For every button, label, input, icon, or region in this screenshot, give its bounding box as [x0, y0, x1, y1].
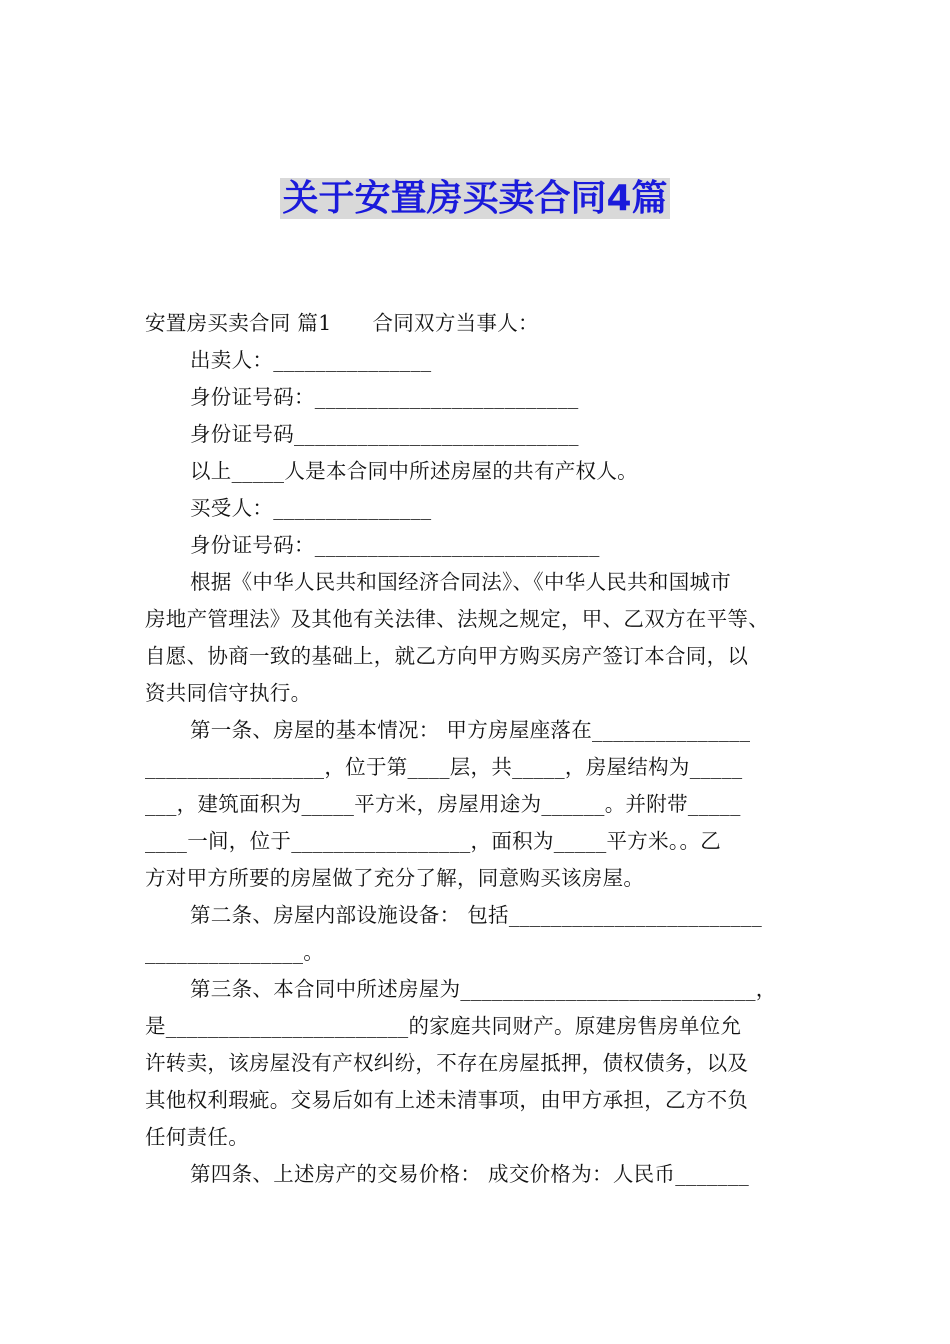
document-line: 第一条、房屋的基本情况： 甲方房屋座落在_______________	[190, 718, 751, 742]
document-line: 身份证号码___________________________	[190, 422, 579, 446]
document-line: 买受人：_______________	[190, 496, 432, 520]
document-line: ____一间，位于_________________，面积为_____平方米。。乙	[145, 829, 722, 853]
document-line: 第四条、上述房产的交易价格： 成交价格为：人民币_______	[190, 1162, 750, 1186]
document-line: _______________。	[145, 940, 325, 964]
document-body	[145, 305, 810, 1193]
document-line: 以上_____人是本合同中所述房屋的共有产权人。	[190, 459, 638, 483]
document-title	[0, 176, 950, 222]
document-line: 其他权利瑕疵。交易后如有上述未清事项，由甲方承担，乙方不负	[145, 1088, 749, 1112]
document-line: 身份证号码：___________________________	[190, 533, 600, 557]
document-line: 资共同信守执行。	[145, 681, 312, 705]
document-line: 任何责任。	[145, 1125, 249, 1149]
document-line: 是_______________________的家庭共同财产。原建房售房单位允	[145, 1014, 742, 1038]
document-line: 安置房买卖合同 篇1 合同双方当事人：	[145, 311, 539, 335]
document-line: 许转卖，该房屋没有产权纠纷，不存在房屋抵押，债权债务，以及	[145, 1051, 749, 1075]
document-line: 身份证号码：_________________________	[190, 385, 579, 409]
document-line: 第三条、本合同中所述房屋为____________________________，	[190, 977, 777, 1001]
document-line: ___，建筑面积为_____平方米，房屋用途为______。并附带_____	[145, 792, 741, 816]
document-line: 方对甲方所要的房屋做了充分了解，同意购买该房屋。	[145, 866, 645, 890]
document-line: 第二条、房屋内部设施设备： 包括________________________	[190, 903, 763, 927]
document-line: 出卖人：_______________	[190, 348, 432, 372]
document-line: _________________，位于第____层，共_____，房屋结构为_____	[145, 755, 743, 779]
document-title-text: 关于安置房买卖合同4篇	[282, 178, 668, 219]
document-line: 根据《中华人民共和国经济合同法》、《中华人民共和国城市	[190, 570, 732, 594]
document-line: 房地产管理法》及其他有关法律、法规之规定，甲、乙双方在平等、	[145, 607, 769, 631]
document-line: 自愿、协商一致的基础上，就乙方向甲方购买房产签订本合同，以	[145, 644, 749, 668]
